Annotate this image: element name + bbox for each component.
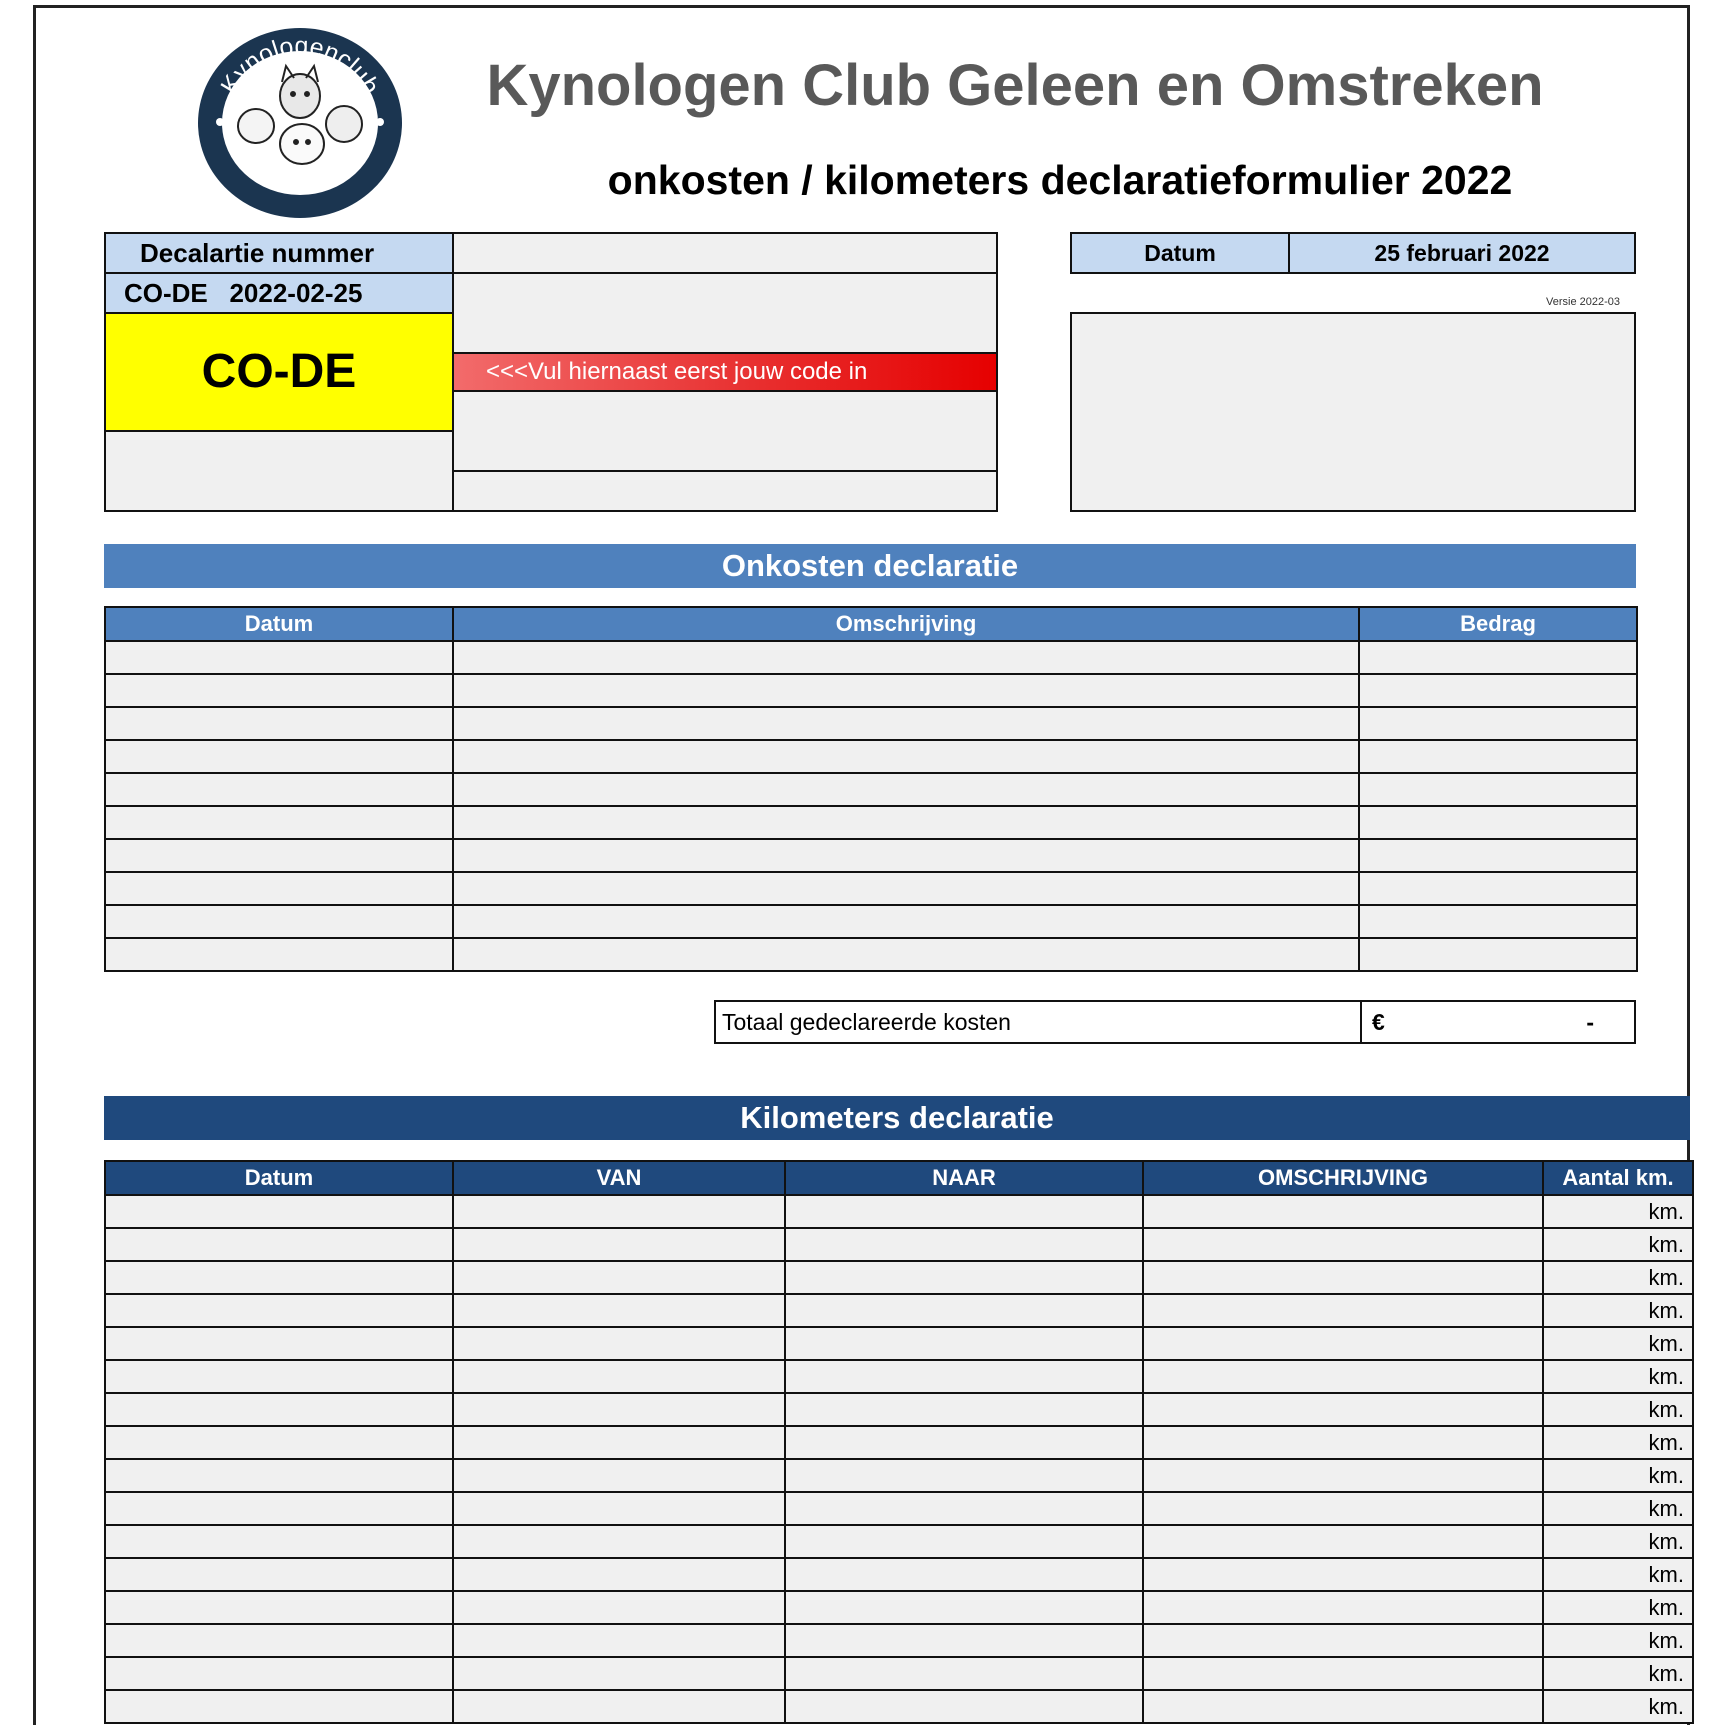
mileage-cell[interactable] — [785, 1360, 1143, 1393]
mileage-cell[interactable] — [785, 1393, 1143, 1426]
table-row — [105, 1558, 1693, 1591]
expense-cell[interactable] — [1359, 740, 1637, 773]
mileage-col-datum: Datum — [105, 1161, 453, 1195]
table-row — [105, 1624, 1693, 1657]
total-costs-value — [1360, 1000, 1636, 1044]
table-row — [105, 1690, 1693, 1723]
expense-cell[interactable] — [453, 707, 1359, 740]
expense-cell[interactable] — [105, 641, 453, 674]
expense-cell[interactable] — [105, 938, 453, 971]
expense-cell[interactable] — [453, 740, 1359, 773]
mileage-cell[interactable] — [105, 1360, 453, 1393]
mileage-cell[interactable] — [105, 1195, 453, 1228]
expenses-table — [104, 606, 1638, 972]
mileage-cell[interactable] — [105, 1228, 453, 1261]
mileage-cell[interactable] — [453, 1426, 785, 1459]
mileage-col-aantal-km: Aantal km. — [1543, 1161, 1693, 1195]
mileage-cell[interactable] — [105, 1624, 453, 1657]
mileage-cell[interactable] — [785, 1195, 1143, 1228]
mileage-cell[interactable] — [453, 1261, 785, 1294]
mileage-cell[interactable] — [105, 1657, 453, 1690]
mileage-cell[interactable] — [105, 1591, 453, 1624]
mileage-cell[interactable] — [785, 1327, 1143, 1360]
table-row — [105, 740, 1637, 773]
mileage-cell[interactable] — [453, 1228, 785, 1261]
table-row — [105, 1261, 1693, 1294]
table-row — [105, 1195, 1693, 1228]
date-value[interactable]: 25 februari 2022 — [1288, 232, 1636, 274]
mileage-cell[interactable] — [453, 1360, 785, 1393]
table-row — [105, 1228, 1693, 1261]
expense-cell[interactable] — [453, 839, 1359, 872]
expense-cell[interactable] — [453, 806, 1359, 839]
km-cell[interactable]: km. — [1543, 1261, 1693, 1294]
date-label: Datum — [1070, 232, 1290, 274]
table-row — [105, 1426, 1693, 1459]
currency-symbol: € — [1372, 1009, 1385, 1035]
km-cell[interactable]: km. — [1543, 1393, 1693, 1426]
mileage-cell[interactable] — [1143, 1327, 1543, 1360]
expense-cell[interactable] — [105, 839, 453, 872]
mileage-cell[interactable] — [105, 1393, 453, 1426]
total-costs-label: Totaal gedeclareerde kosten — [714, 1000, 1362, 1044]
mileage-cell[interactable] — [785, 1624, 1143, 1657]
mileage-cell[interactable] — [1143, 1657, 1543, 1690]
expenses-col-datum: Datum — [105, 607, 453, 641]
mileage-cell[interactable] — [1143, 1426, 1543, 1459]
table-row — [105, 1294, 1693, 1327]
mileage-cell[interactable] — [785, 1657, 1143, 1690]
table-row — [105, 1360, 1693, 1393]
expense-cell[interactable] — [105, 740, 453, 773]
mileage-cell[interactable] — [453, 1492, 785, 1525]
mileage-cell[interactable] — [453, 1294, 785, 1327]
code-hint: <<<Vul hiernaast eerst jouw code in — [452, 352, 998, 392]
table-row — [105, 1327, 1693, 1360]
km-cell[interactable]: km. — [1543, 1690, 1693, 1723]
mileage-cell[interactable] — [1143, 1624, 1543, 1657]
mileage-cell[interactable] — [785, 1525, 1143, 1558]
mileage-cell[interactable] — [785, 1459, 1143, 1492]
logo-top-text: Kynologenclub — [215, 31, 385, 99]
expense-cell[interactable] — [105, 674, 453, 707]
km-cell[interactable]: km. — [1543, 1525, 1693, 1558]
expenses-col-omschrijving: Omschrijving — [453, 607, 1359, 641]
table-row — [105, 1393, 1693, 1426]
table-row — [105, 1591, 1693, 1624]
mileage-cell[interactable] — [785, 1690, 1143, 1723]
table-row — [105, 641, 1637, 674]
account-field[interactable] — [452, 470, 998, 512]
code-extra-field[interactable] — [104, 430, 454, 512]
mileage-cell[interactable] — [1143, 1492, 1543, 1525]
expense-cell[interactable] — [1359, 773, 1637, 806]
mileage-cell[interactable] — [785, 1558, 1143, 1591]
declaration-number-label: Decalartie nummer — [104, 232, 454, 274]
mileage-cell[interactable] — [105, 1690, 453, 1723]
mileage-cell[interactable] — [105, 1327, 453, 1360]
expense-cell[interactable] — [1359, 938, 1637, 971]
expense-cell[interactable] — [1359, 806, 1637, 839]
table-row — [105, 1492, 1693, 1525]
table-row — [105, 674, 1637, 707]
expense-cell[interactable] — [105, 872, 453, 905]
km-cell[interactable]: km. — [1543, 1459, 1693, 1492]
table-row — [105, 806, 1637, 839]
notes-field[interactable] — [1070, 312, 1636, 512]
expense-cell[interactable] — [453, 872, 1359, 905]
mileage-cell[interactable] — [105, 1492, 453, 1525]
mileage-cell[interactable] — [1143, 1525, 1543, 1558]
table-row — [105, 872, 1637, 905]
mileage-cell[interactable] — [1143, 1294, 1543, 1327]
km-cell[interactable]: km. — [1543, 1624, 1693, 1657]
mileage-cell[interactable] — [1143, 1558, 1543, 1591]
mileage-cell[interactable] — [785, 1426, 1143, 1459]
mileage-cell[interactable] — [453, 1459, 785, 1492]
table-row — [105, 1459, 1693, 1492]
km-cell[interactable]: km. — [1543, 1492, 1693, 1525]
mileage-table — [104, 1160, 1694, 1724]
mileage-cell[interactable] — [105, 1558, 453, 1591]
km-cell[interactable]: km. — [1543, 1195, 1693, 1228]
mileage-cell[interactable] — [785, 1294, 1143, 1327]
mileage-cell[interactable] — [453, 1624, 785, 1657]
table-row — [105, 938, 1637, 971]
expense-cell[interactable] — [453, 773, 1359, 806]
expense-cell[interactable] — [105, 773, 453, 806]
expense-cell[interactable] — [1359, 641, 1637, 674]
mileage-section-title: Kilometers declaratie — [104, 1096, 1690, 1140]
mileage-cell[interactable] — [1143, 1360, 1543, 1393]
page-subtitle: onkosten / kilometers declaratieformulier 2022 — [607, 157, 1513, 203]
mileage-col-van: VAN — [453, 1161, 785, 1195]
code-field[interactable]: CO-DE — [104, 312, 454, 432]
mileage-cell[interactable] — [105, 1294, 453, 1327]
mileage-cell[interactable] — [105, 1261, 453, 1294]
km-cell[interactable]: km. — [1543, 1591, 1693, 1624]
table-row — [105, 707, 1637, 740]
logo-bottom-text: Geleen e.o. — [254, 163, 346, 196]
mileage-cell[interactable] — [453, 1558, 785, 1591]
mileage-cell[interactable] — [453, 1525, 785, 1558]
table-row — [105, 905, 1637, 938]
mileage-cell[interactable] — [1143, 1195, 1543, 1228]
mileage-cell[interactable] — [453, 1195, 785, 1228]
mileage-cell[interactable] — [785, 1492, 1143, 1525]
version-label: Versie 2022-03 — [1546, 296, 1620, 308]
expenses-section-title: Onkosten declaratie — [104, 544, 1636, 588]
expense-cell[interactable] — [453, 674, 1359, 707]
expense-cell[interactable] — [453, 641, 1359, 674]
expense-cell[interactable] — [453, 905, 1359, 938]
mileage-col-naar: NAAR — [785, 1161, 1143, 1195]
club-logo — [196, 26, 404, 220]
km-cell[interactable]: km. — [1543, 1360, 1693, 1393]
expense-cell[interactable] — [105, 806, 453, 839]
mileage-cell[interactable] — [1143, 1228, 1543, 1261]
km-cell[interactable]: km. — [1543, 1558, 1693, 1591]
expense-cell[interactable] — [1359, 905, 1637, 938]
km-cell[interactable]: km. — [1543, 1657, 1693, 1690]
name-field[interactable] — [452, 272, 998, 354]
expense-cell[interactable] — [1359, 839, 1637, 872]
expense-cell[interactable] — [453, 938, 1359, 971]
mileage-cell[interactable] — [453, 1690, 785, 1723]
mileage-cell[interactable] — [1143, 1459, 1543, 1492]
expenses-col-bedrag: Bedrag — [1359, 607, 1637, 641]
total-amount: - — [1586, 1009, 1594, 1035]
expense-cell[interactable] — [1359, 872, 1637, 905]
km-cell[interactable]: km. — [1543, 1228, 1693, 1261]
expense-cell[interactable] — [1359, 674, 1637, 707]
table-row — [105, 1657, 1693, 1690]
expense-cell[interactable] — [105, 707, 453, 740]
mileage-cell[interactable] — [1143, 1591, 1543, 1624]
mileage-cell[interactable] — [785, 1228, 1143, 1261]
page-title: Kynologen Club Geleen en Omstreken — [486, 53, 1544, 118]
mileage-cell[interactable] — [105, 1426, 453, 1459]
table-row — [105, 839, 1637, 872]
km-cell[interactable]: km. — [1543, 1327, 1693, 1360]
mileage-cell[interactable] — [1143, 1261, 1543, 1294]
mileage-cell[interactable] — [453, 1393, 785, 1426]
declaration-number-field[interactable] — [452, 232, 998, 274]
mileage-cell[interactable] — [1143, 1690, 1543, 1723]
table-row — [105, 1525, 1693, 1558]
mileage-cell[interactable] — [785, 1261, 1143, 1294]
mileage-cell[interactable] — [453, 1327, 785, 1360]
mileage-cell[interactable] — [105, 1459, 453, 1492]
mileage-cell[interactable] — [105, 1525, 453, 1558]
expense-cell[interactable] — [105, 905, 453, 938]
declaration-number-value: CO-DE 2022-02-25 — [104, 272, 454, 314]
expense-cell[interactable] — [1359, 707, 1637, 740]
km-cell[interactable]: km. — [1543, 1294, 1693, 1327]
mileage-col-omschrijving: OMSCHRIJVING — [1143, 1161, 1543, 1195]
km-cell[interactable]: km. — [1543, 1426, 1693, 1459]
mileage-cell[interactable] — [453, 1591, 785, 1624]
address-field[interactable] — [452, 390, 998, 472]
mileage-cell[interactable] — [785, 1591, 1143, 1624]
table-row — [105, 773, 1637, 806]
mileage-cell[interactable] — [453, 1657, 785, 1690]
mileage-cell[interactable] — [1143, 1393, 1543, 1426]
